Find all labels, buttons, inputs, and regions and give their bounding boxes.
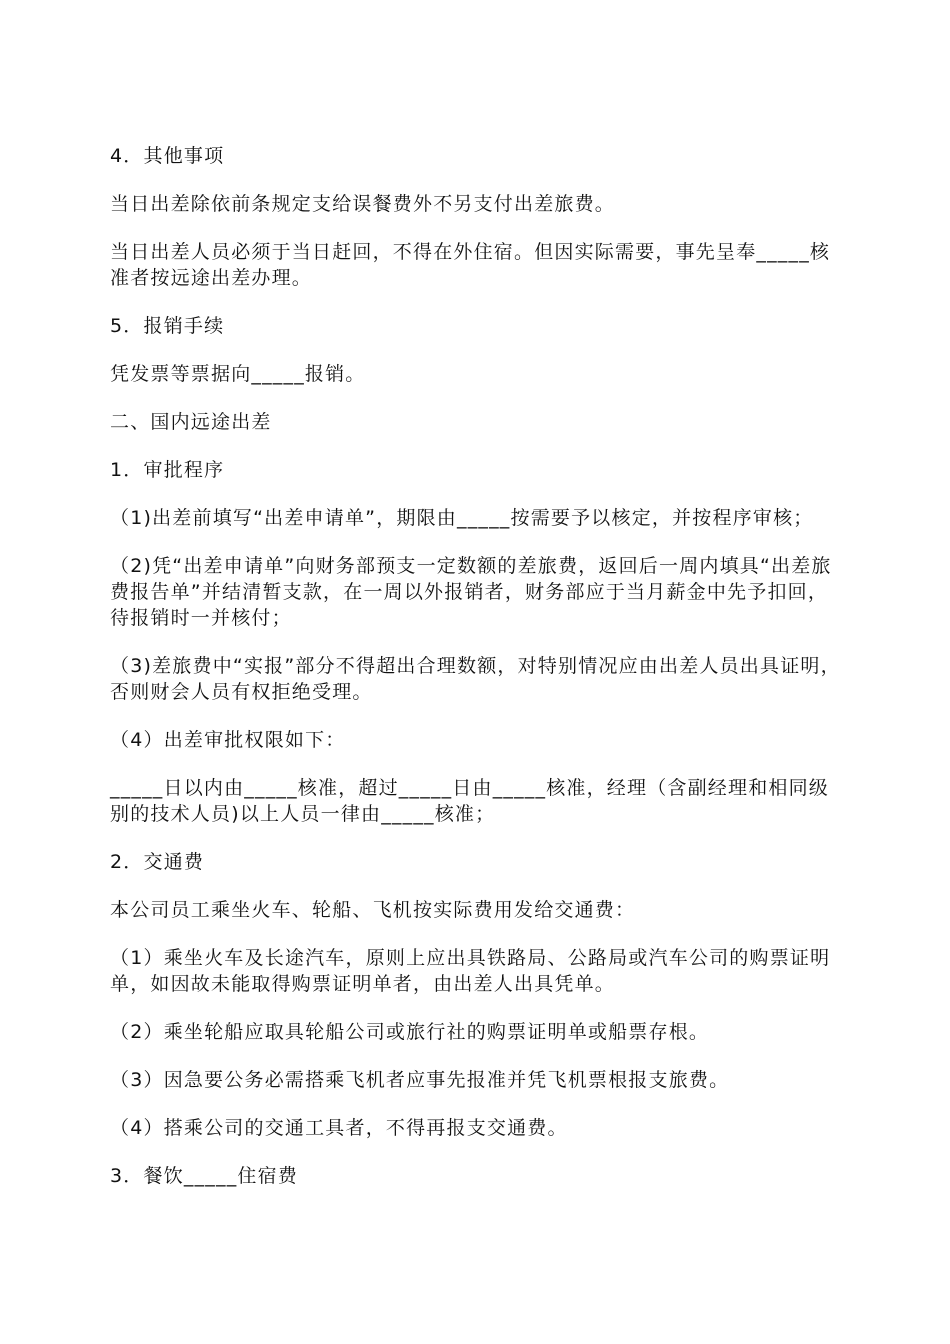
section-heading-domestic-long-trip: 二、国内远途出差 bbox=[110, 411, 272, 433]
paragraph-reimbursement: 凭发票等票据向_____报销。 bbox=[110, 363, 366, 385]
section-heading-approval-procedure: 1．审批程序 bbox=[110, 459, 225, 481]
paragraph-transport-2: （2）乘坐轮船应取具轮船公司或旅行社的购票证明单或船票存根。 bbox=[110, 1021, 710, 1043]
section-heading-transport: 2．交通费 bbox=[110, 851, 205, 873]
paragraph-approval-2: （2)凭“出差申请单”向财务部预支一定数额的差旅费，返回后一周内填具“出差旅费报告单”并结清暂支款，在一周以外报销者，财务部应于当月薪金中先予扣回，待报销时一并核付； bbox=[110, 555, 832, 629]
paragraph-approval-4: （4）出差审批权限如下： bbox=[110, 729, 346, 751]
paragraph-same-day-trip: 当日出差除依前条规定支给误餐费外不另支付出差旅费。 bbox=[110, 193, 616, 215]
paragraph-transport-4: （4）搭乘公司的交通工具者，不得再报支交通费。 bbox=[110, 1117, 568, 1139]
document-body bbox=[110, 143, 842, 1211]
paragraph-transport-intro: 本公司员工乘坐火车、轮船、飞机按实际费用发给交通费： bbox=[110, 899, 636, 921]
paragraph-same-day-return: 当日出差人员必须于当日赶回，不得在外住宿。但因实际需要，事先呈奉_____核准者按远途出差办理。 bbox=[110, 241, 831, 289]
paragraph-transport-1: （1）乘坐火车及长途汽车，原则上应出具铁路局、公路局或汽车公司的购票证明单，如因故未能取得购票证明单者，由出差人出具凭单。 bbox=[110, 947, 831, 995]
paragraph-approval-3: （3)差旅费中“实报”部分不得超出合理数额，对特别情况应由出差人员出具证明，否则财会人员有权拒绝受理。 bbox=[110, 655, 841, 703]
paragraph-approval-1: （1)出差前填写“出差申请单”，期限由_____按需要予以核定，并按程序审核； bbox=[110, 507, 814, 529]
paragraph-approval-limits: _____日以内由_____核准，超过_____日由_____核准，经理（含副经理和相同级别的技术人员)以上人员一律由_____核准； bbox=[110, 777, 830, 825]
section-heading-other-matters: 4．其他事项 bbox=[110, 145, 225, 167]
section-heading-meals-lodging: 3．餐饮_____住宿费 bbox=[110, 1165, 298, 1187]
paragraph-transport-3: （3）因急要公务必需搭乘飞机者应事先报准并凭飞机票根报支旅费。 bbox=[110, 1069, 730, 1091]
section-heading-reimbursement: 5．报销手续 bbox=[110, 315, 225, 337]
